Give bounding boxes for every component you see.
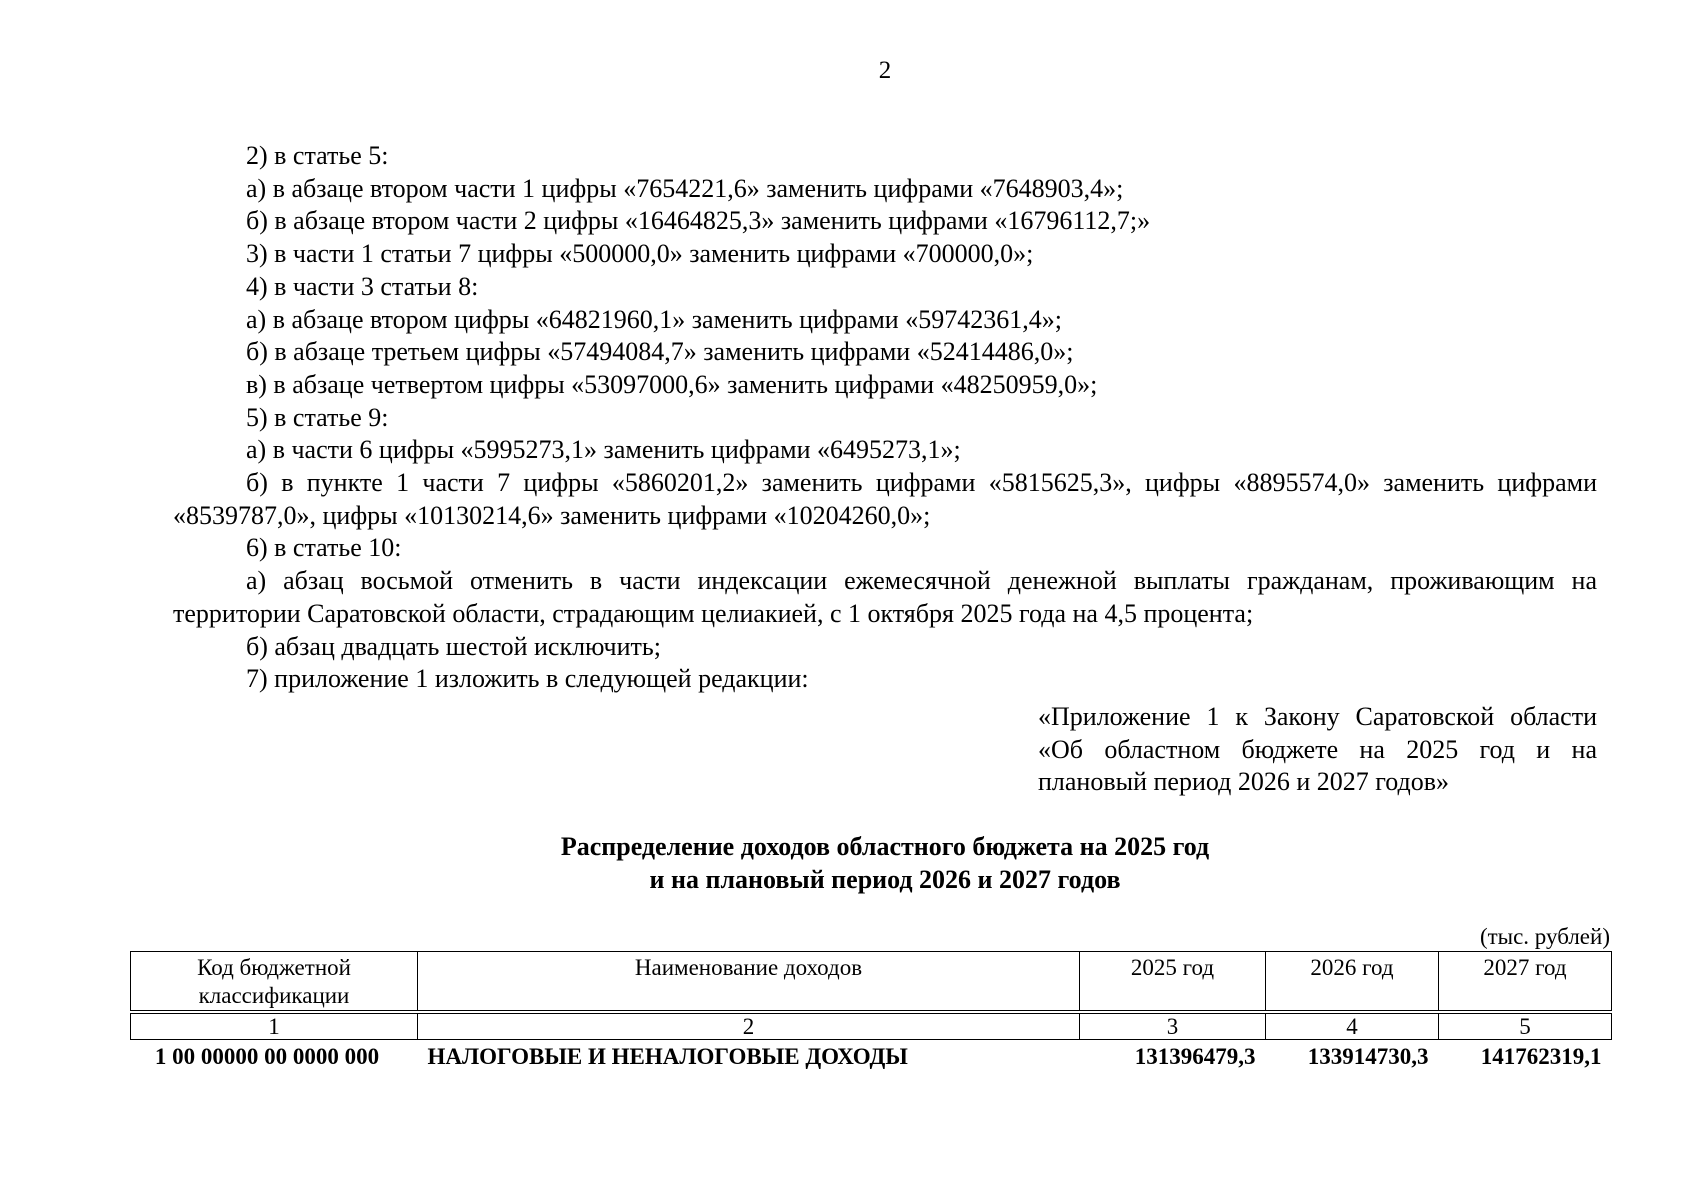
- header-income-name: Наименование доходов: [418, 952, 1080, 1013]
- income-distribution-table: [130, 951, 1612, 1073]
- value-2026-cell: 133914730,3: [1307, 1044, 1429, 1069]
- amendment-text: [173, 140, 1597, 696]
- value-2027-cell: 141762319,1: [1480, 1044, 1602, 1069]
- paragraph: 5) в статье 9:: [246, 402, 389, 432]
- value-2025-cell: 131396479,3: [1134, 1044, 1256, 1069]
- paragraph: 7) приложение 1 изложить в следующей редакции:: [246, 664, 809, 694]
- column-number: 1: [131, 1012, 418, 1040]
- paragraph: а) в абзаце втором цифры «64821960,1» заменить цифрами «59742361,4»;: [246, 304, 1062, 334]
- header-year-2026: 2026 год: [1266, 952, 1439, 1013]
- table-title-line: Распределение доходов областного бюджета на 2025 год: [560, 832, 1210, 861]
- column-number: 3: [1080, 1012, 1266, 1040]
- paragraph: 3) в части 1 статьи 7 цифры «500000,0» заменить цифрами «700000,0»;: [246, 239, 1034, 269]
- column-number: 5: [1439, 1012, 1612, 1040]
- paragraph: а) абзац восьмой отменить в части индексации ежемесячной денежной выплаты гражданам, проживающим на территории Саратовской области, страдающим целиакией, с 1 октября 2025 года на 4,5 процента;: [173, 566, 1597, 628]
- header-year-2027: 2027 год: [1439, 952, 1612, 1013]
- paragraph: 6) в статье 10:: [246, 533, 402, 563]
- header-year-2025: 2025 год: [1080, 952, 1266, 1013]
- paragraph: в) в абзаце четвертом цифры «53097000,6» заменить цифрами «48250959,0»;: [246, 369, 1098, 399]
- paragraph: а) в абзаце втором части 1 цифры «7654221,6» заменить цифрами «7648903,4»;: [246, 173, 1124, 203]
- table-header-row: [131, 952, 1612, 1013]
- column-number: 2: [418, 1012, 1080, 1040]
- table-title: [0, 830, 1697, 896]
- header-budget-code: Код бюджетной классификации: [131, 952, 418, 1013]
- paragraph: б) абзац двадцать шестой исключить;: [246, 631, 661, 661]
- column-number-row: [131, 1012, 1612, 1040]
- column-number: 4: [1266, 1012, 1439, 1040]
- budget-code-cell: 1 00 00000 00 0000 000: [154, 1044, 380, 1069]
- table-row: [131, 1040, 1612, 1074]
- income-name-cell: НАЛОГОВЫЕ И НЕНАЛОГОВЫЕ ДОХОДЫ: [427, 1044, 908, 1069]
- paragraph: 2) в статье 5:: [246, 141, 389, 170]
- appendix-reference: «Приложение 1 к Закону Саратовской области «Об областном бюджете на 2025 год и на плановый период 2026 и 2027 годов»: [1038, 702, 1597, 797]
- table-title-line: и на плановый период 2026 и 2027 годов: [649, 865, 1121, 894]
- units-note: (тыс. рублей): [1479, 924, 1610, 949]
- paragraph: б) в абзаце втором части 2 цифры «16464825,3» заменить цифрами «16796112,7;»: [246, 206, 1151, 236]
- page-number: 2: [878, 57, 892, 84]
- paragraph: б) в абзаце третьем цифры «57494084,7» заменить цифрами «52414486,0»;: [246, 337, 1074, 367]
- paragraph: а) в части 6 цифры «5995273,1» заменить цифрами «6495273,1»;: [246, 435, 961, 465]
- paragraph: 4) в части 3 статьи 8:: [246, 271, 479, 301]
- paragraph: б) в пункте 1 части 7 цифры «5860201,2» заменить цифрами «5815625,3», цифры «8895574,0» заменить цифрами «8539787,0», цифры «10130214,6» заменить цифрами «10204260,0»;: [173, 468, 1597, 530]
